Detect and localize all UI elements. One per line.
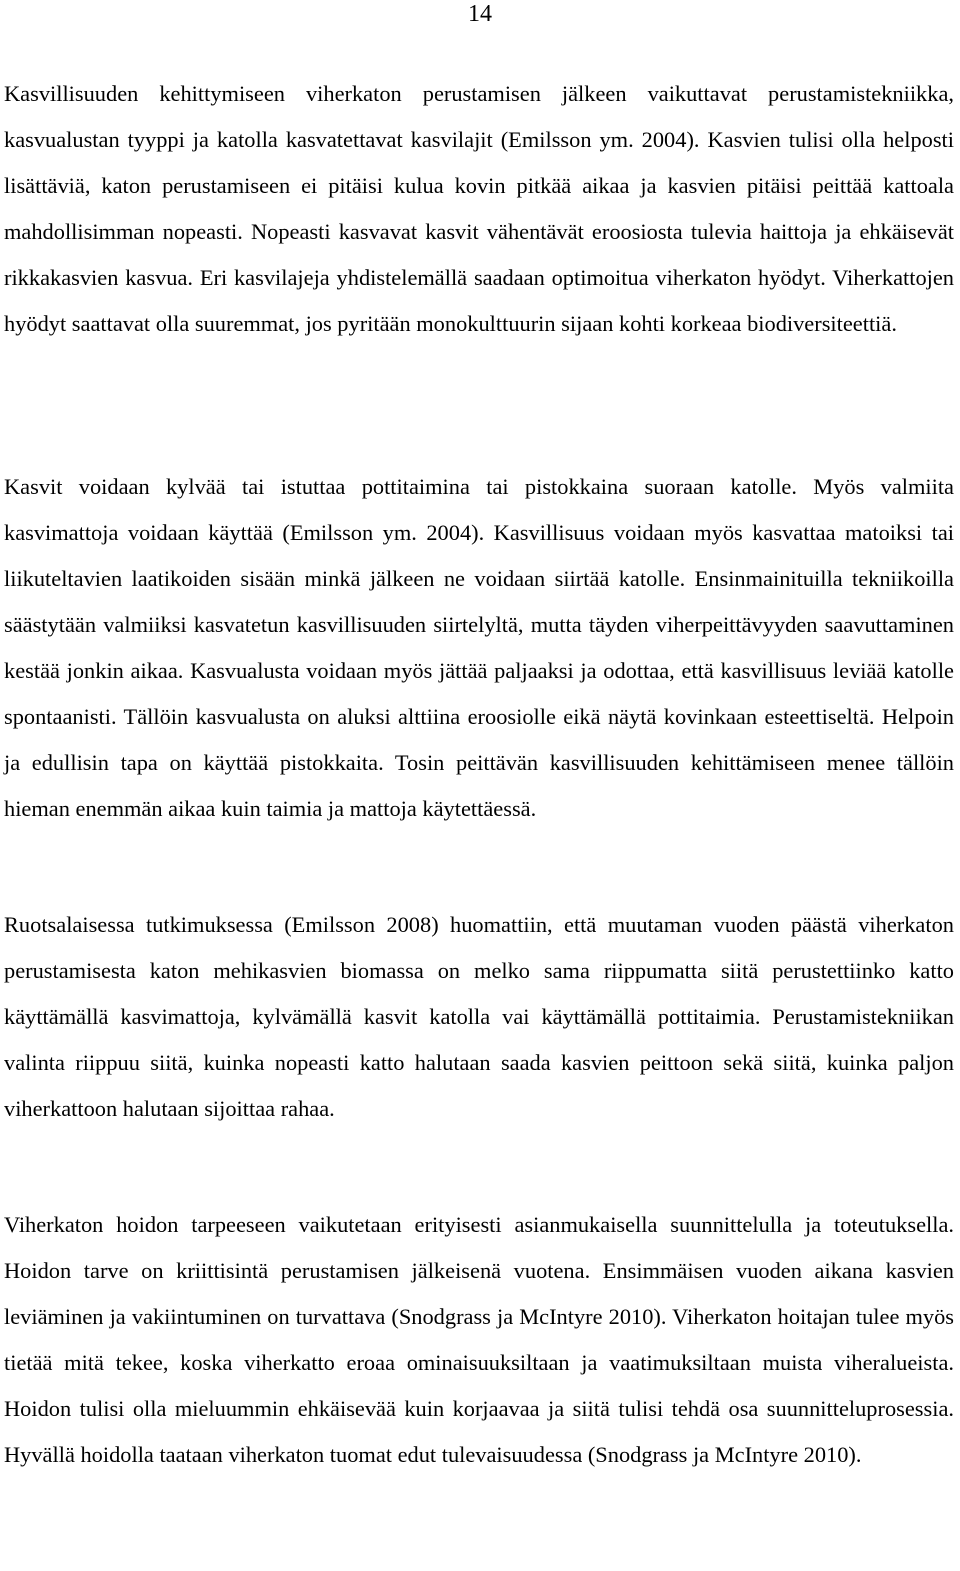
paragraph-1: Kasvillisuuden kehittymiseen viherkaton perustamisen jälkeen vaikuttavat perustamistekniikka, kasvualustan tyyppi ja katolla kasvatettavat kasvilajit (Emilsson ym. 2004). Kasvien tulisi olla helposti lisättäviä, katon perustamiseen ei pitäisi kulua kovin pitkää aikaa ja kasvien pitäisi peittää kattoala mahdollisimman nopeasti. Nopeasti kasvavat kasvit vähentävät eroosiosta tulevia haittoja ja ehkäisevät rikkakasvien kasvua. Eri kasvilajeja yhdistelemällä saadaan optimoitua viherkaton hyödyt. Viherkattojen hyödyt saattavat olla suuremmat, jos pyritään monokulttuurin sijaan kohti korkeaa biodiversiteettiä. xyxy=(4,81,954,336)
paragraph-2: Kasvit voidaan kylvää tai istuttaa pottitaimina tai pistokkaina suoraan katolle. Myös valmiita kasvimattoja voidaan käyttää (Emilsson ym. 2004). Kasvillisuus voidaan myös kasvattaa matoiksi tai liikuteltavien laatikoiden sisään minkä jälkeen ne voidaan siirtää katolle. Ensinmainituilla tekniikoilla säästytään valmiiksi kasvatetun kasvillisuuden siirtelyltä, mutta täyden viherpeittävyyden saavuttaminen kestää jonkin aikaa. Kasvualusta voidaan myös jättää paljaaksi ja odottaa, että kasvillisuus leviää katolle spontaanisti. Tällöin kasvualusta on aluksi alttiina eroosiolle eikä näytä kovinkaan esteettiseltä. Helpoin ja edullisin tapa on käyttää pistokkaita. Tosin peittävän kasvillisuuden kehittämiseen menee tällöin hieman enemmän aikaa kuin taimia ja mattoja käytettäessä. xyxy=(4,474,954,821)
paragraph-4: Viherkaton hoidon tarpeeseen vaikutetaan erityisesti asianmukaisella suunnittelulla ja toteutuksella. Hoidon tarve on kriittisintä perustamisen jälkeisenä vuotena. Ensimmäisen vuoden aikana kasvien leviäminen ja vakiintuminen on turvattava (Snodgrass ja McIntyre 2010). Viherkaton hoitajan tulee myös tietää mitä tekee, koska viherkatto eroaa ominaisuuksiltaan ja vaatimuksiltaan muista viheralueista. Hoidon tulisi olla mieluummin ehkäisevää kuin korjaavaa ja siitä tulisi tehdä osa suunnitteluprosessia. Hyvällä hoidolla taataan viherkaton tuomat edut tulevaisuudessa (Snodgrass ja McIntyre 2010). xyxy=(4,1212,954,1467)
page-number: 14 xyxy=(468,1,492,27)
paragraph-3: Ruotsalaisessa tutkimuksessa (Emilsson 2008) huomattiin, että muutaman vuoden päästä viherkaton perustamisesta katon mehikasvien biomassa on melko sama riippumatta siitä perustettiinko katto käyttämällä kasvimattoja, kylvämällä kasvit katolla vai käyttämällä pottitaimia. Perustamistekniikan valinta riippuu siitä, kuinka nopeasti katto halutaan saada kasvien peittoon sekä siitä, kuinka paljon viherkattoon halutaan sijoittaa rahaa. xyxy=(4,912,954,1121)
